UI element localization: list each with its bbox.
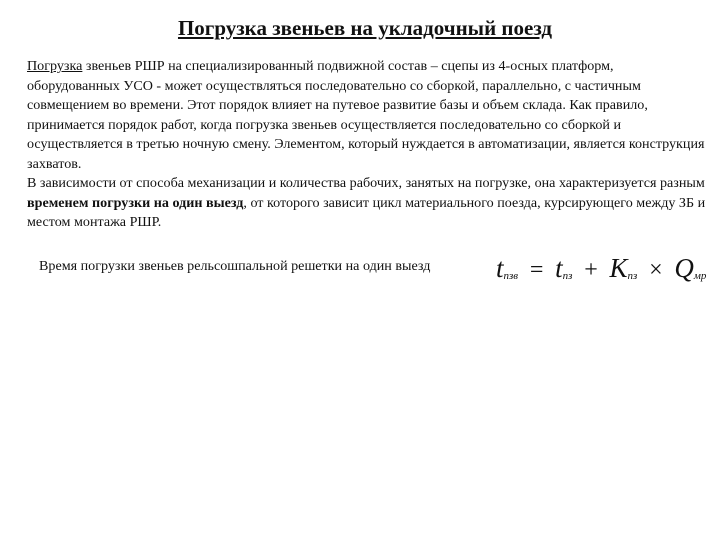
lead-word: Погрузка: [27, 58, 83, 74]
slide-title: Погрузка звеньев на укладочный поезд: [177, 16, 553, 40]
formula-term3-symbol: Q: [674, 253, 694, 283]
formula-term2-symbol: K: [609, 253, 628, 283]
formula-lhs-symbol: t: [496, 253, 504, 283]
formula-plus: +: [584, 257, 598, 283]
formula-times: ×: [649, 257, 663, 283]
formula-label: Время погрузки звеньев рельсошпальной решетки на один выезд: [39, 258, 431, 274]
body-text: [27, 57, 707, 233]
paragraph2-emphasis: временем погрузки на один выезд: [27, 194, 244, 211]
loading-time-formula: [496, 248, 706, 296]
paragraph-loading-description: [27, 57, 707, 174]
formula-term1-symbol: t: [555, 253, 563, 283]
paragraph2-text-after: , от которого зависит цикл материального поезда, курсирующего между ЗБ и местом монтажа РШР.: [27, 194, 706, 230]
formula-equals: =: [529, 257, 544, 283]
paragraph1-text: звеньев РШР на специализированный подвижной состав – сцепы из 4-осных платформ, оборудованных УСО - может осуществляться последовательно со сборкой, параллельно, с частичным совмещением во времени. Этот порядок влияет на путевое развитие базы и объем склада. Как правило, принимается порядок работ, когда погрузка звеньев осуществляется последовательно со сборкой и осуществляется в третью ночную смену. Элементом, который нуждается в автоматизации, является конструкция захватов.: [27, 58, 705, 172]
formula-row: [39, 248, 707, 288]
formula-term1-subscript: пз: [562, 270, 573, 282]
paragraph-loading-time: [27, 174, 707, 233]
formula-term2-subscript: пз: [627, 270, 638, 282]
formula-lhs-subscript: пзв: [503, 270, 519, 282]
formula-term3-subscript: мр: [693, 270, 707, 282]
paragraph2-text-before: В зависимости от способа механизации и количества рабочих, занятых на погрузке, она характеризуется разным: [27, 175, 705, 191]
